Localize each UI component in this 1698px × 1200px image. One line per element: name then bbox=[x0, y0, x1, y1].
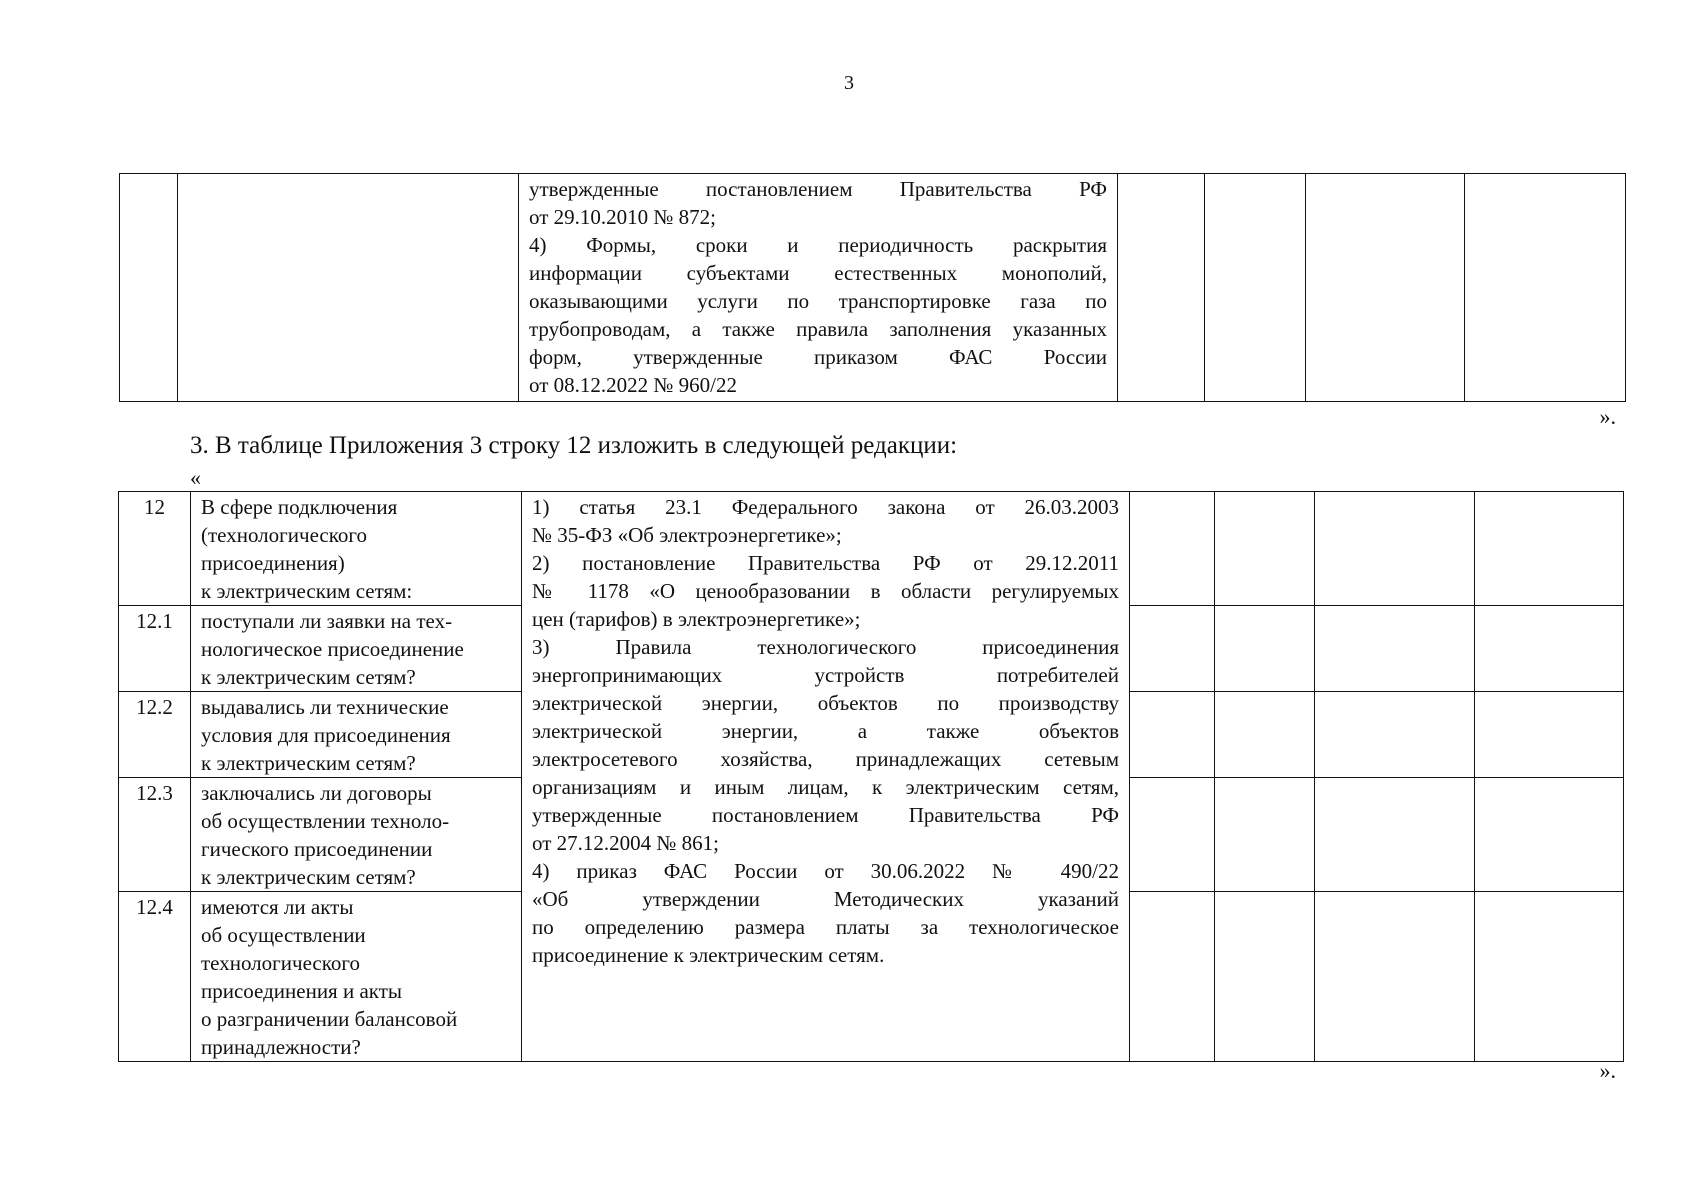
text-line: 4) приказ ФАС России от 30.06.2022 № 490/22 bbox=[532, 859, 1119, 883]
text-line: 3) Правила технологического присоединения bbox=[532, 635, 1119, 659]
table-cell bbox=[1130, 892, 1215, 1062]
table-cell bbox=[1475, 892, 1624, 1062]
text-line: условия для присоединения bbox=[201, 723, 451, 747]
table-cell bbox=[1475, 492, 1624, 606]
table-cell bbox=[1215, 778, 1315, 892]
table-cell bbox=[1215, 692, 1315, 778]
table-cell bbox=[1205, 174, 1306, 402]
text-line: к электрическим сетям? bbox=[201, 665, 416, 689]
text-line: информации субъектами естественных монополий, bbox=[529, 261, 1107, 285]
text-line: к электрическим сетям: bbox=[201, 579, 413, 603]
legal-basis-cell bbox=[522, 492, 1130, 1062]
row-question bbox=[191, 692, 522, 778]
text-line: форм, утвержденные приказом ФАС России bbox=[529, 345, 1107, 369]
page-number: 3 bbox=[844, 72, 854, 94]
text-line: гического присоединении bbox=[201, 837, 433, 861]
table-cell bbox=[178, 174, 519, 402]
text-line: имеются ли акты bbox=[201, 895, 354, 919]
row-question bbox=[191, 606, 522, 692]
row-number: 12 bbox=[119, 492, 191, 606]
text-line: о разграничении балансовой bbox=[201, 1007, 458, 1031]
text-line: утвержденные постановлением Правительства РФ bbox=[529, 177, 1107, 201]
text-line: электросетевого хозяйства, принадлежащих сетевым bbox=[532, 747, 1119, 771]
table-cell bbox=[1475, 606, 1624, 692]
table-cell bbox=[1315, 692, 1475, 778]
text-line: от 29.10.2010 № 872; bbox=[529, 205, 717, 229]
text-line: 1) статья 23.1 Федерального закона от 26.03.2003 bbox=[532, 495, 1119, 519]
text-line: об осуществлении bbox=[201, 923, 366, 947]
text-line: от 27.12.2004 № 861; bbox=[532, 831, 720, 855]
table-cell bbox=[1306, 174, 1465, 402]
row-question bbox=[191, 892, 522, 1062]
opening-quote: « bbox=[190, 465, 201, 490]
table-cell bbox=[1315, 606, 1475, 692]
text-line: электрической энергии, а также объектов bbox=[532, 719, 1119, 743]
text-line: присоединения) bbox=[201, 551, 345, 575]
table-cell bbox=[1465, 174, 1626, 402]
table-cell bbox=[1215, 892, 1315, 1062]
text-line: об осуществлении техноло- bbox=[201, 809, 450, 833]
text-line: принадлежности? bbox=[201, 1035, 361, 1059]
row-number: 12.1 bbox=[119, 606, 191, 692]
text-line: к электрическим сетям? bbox=[201, 751, 416, 775]
row-number: 12.4 bbox=[119, 892, 191, 1062]
table-cell bbox=[1118, 174, 1205, 402]
table-cell bbox=[1130, 492, 1215, 606]
closing-quote: ». bbox=[1599, 404, 1616, 429]
row-question bbox=[191, 778, 522, 892]
closing-quote: ». bbox=[1599, 1058, 1616, 1083]
text-line: от 08.12.2022 № 960/22 bbox=[529, 373, 738, 397]
text-line: электрической энергии, объектов по производству bbox=[532, 691, 1119, 715]
text-line: 4) Формы, сроки и периодичность раскрытия bbox=[529, 233, 1107, 257]
text-line: присоединение к электрическим сетям. bbox=[532, 943, 885, 967]
text-line: В сфере подключения bbox=[201, 495, 398, 519]
table-cell bbox=[1130, 778, 1215, 892]
text-line: выдавались ли технические bbox=[201, 695, 449, 719]
row-number: 12.3 bbox=[119, 778, 191, 892]
text-line: нологическое присоединение bbox=[201, 637, 464, 661]
table-cell bbox=[1215, 492, 1315, 606]
row-number: 12.2 bbox=[119, 692, 191, 778]
row-question bbox=[191, 492, 522, 606]
text-line: поступали ли заявки на тех- bbox=[201, 609, 453, 633]
text-line: к электрическим сетям? bbox=[201, 865, 416, 889]
text-line: цен (тарифов) в электроэнергетике»; bbox=[532, 607, 861, 631]
row-12-table bbox=[118, 491, 1624, 1062]
text-line: заключались ли договоры bbox=[201, 781, 432, 805]
text-line: трубопроводам, а также правила заполнения указанных bbox=[529, 317, 1107, 341]
text-line: «Об утверждении Методических указаний bbox=[532, 887, 1119, 911]
table-cell bbox=[120, 174, 178, 402]
table-cell bbox=[1130, 692, 1215, 778]
table-cell bbox=[1315, 892, 1475, 1062]
text-line: № 1178 «О ценообразовании в области регулируемых bbox=[532, 579, 1119, 603]
text-line: технологического bbox=[201, 951, 360, 975]
table-cell bbox=[1475, 692, 1624, 778]
text-line: 2) постановление Правительства РФ от 29.12.2011 bbox=[532, 551, 1119, 575]
table-cell bbox=[1475, 778, 1624, 892]
legal-basis-cell bbox=[519, 174, 1118, 402]
text-line: энергопринимающих устройств потребителей bbox=[532, 663, 1119, 687]
table-cell bbox=[1315, 778, 1475, 892]
table-cell bbox=[1130, 606, 1215, 692]
table-cell bbox=[1215, 606, 1315, 692]
text-line: присоединения и акты bbox=[201, 979, 402, 1003]
text-line: утвержденные постановлением Правительства РФ bbox=[532, 803, 1119, 827]
continuation-table bbox=[119, 173, 1626, 402]
text-line: по определению размера платы за технологическое bbox=[532, 915, 1119, 939]
text-line: организациям и иным лицам, к электрическим сетям, bbox=[532, 775, 1119, 799]
amendment-heading: 3. В таблице Приложения 3 строку 12 изложить в следующей редакции: bbox=[190, 432, 958, 459]
text-line: (технологического bbox=[201, 523, 367, 547]
text-line: № 35-ФЗ «Об электроэнергетике»; bbox=[532, 523, 842, 547]
table-cell bbox=[1315, 492, 1475, 606]
text-line: оказывающими услуги по транспортировке газа по bbox=[529, 289, 1107, 313]
